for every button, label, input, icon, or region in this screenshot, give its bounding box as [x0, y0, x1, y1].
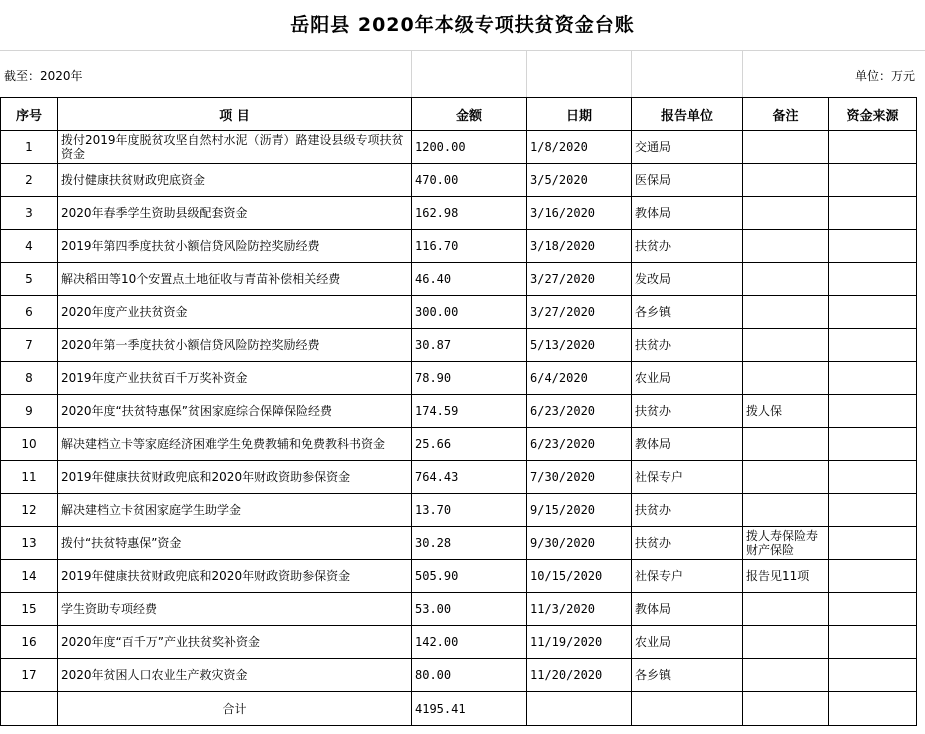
row-item: 2019年度产业扶贫百千万奖补资金: [58, 362, 412, 395]
row-unit: 扶贫办: [632, 395, 743, 428]
row-note: 报告见11项: [743, 560, 829, 593]
total-unit-cell: [632, 692, 743, 726]
row-item: 2020年度“扶贫特惠保”贫困家庭综合保障保险经费: [58, 395, 412, 428]
col-header-item: 项 目: [58, 98, 412, 131]
row-source: [829, 428, 917, 461]
row-no: 11: [1, 461, 58, 494]
row-item: 2019年健康扶贫财政兜底和2020年财政资助参保资金: [58, 461, 412, 494]
row-no: 8: [1, 362, 58, 395]
col-header-note: 备注: [743, 98, 829, 131]
table-row: [1, 362, 917, 395]
row-unit: 各乡镇: [632, 659, 743, 692]
row-no: 16: [1, 626, 58, 659]
row-date: 3/27/2020: [527, 263, 632, 296]
row-source: [829, 131, 917, 164]
table-row: [1, 626, 917, 659]
row-unit: 扶贫办: [632, 230, 743, 263]
as-of-label: 截至：2020年: [4, 69, 83, 83]
table-row: [1, 296, 917, 329]
row-source: [829, 230, 917, 263]
row-amount: 174.59: [412, 395, 527, 428]
table-row: [1, 230, 917, 263]
col-header-amount: 金额: [412, 98, 527, 131]
row-date: 5/13/2020: [527, 329, 632, 362]
row-date: 9/15/2020: [527, 494, 632, 527]
row-note: [743, 659, 829, 692]
row-unit: 发改局: [632, 263, 743, 296]
total-label: 合计: [58, 692, 412, 726]
grid-divider: [0, 50, 925, 51]
col-header-unit: 报告单位: [632, 98, 743, 131]
table-row: [1, 329, 917, 362]
row-unit: 农业局: [632, 362, 743, 395]
table-row: [1, 263, 917, 296]
row-no: 7: [1, 329, 58, 362]
row-unit: 教体局: [632, 197, 743, 230]
row-source: [829, 296, 917, 329]
row-note: [743, 263, 829, 296]
row-amount: 80.00: [412, 659, 527, 692]
col-header-no: 序号: [1, 98, 58, 131]
row-note: [743, 131, 829, 164]
row-no: 17: [1, 659, 58, 692]
row-item: 拨付健康扶贫财政兜底资金: [58, 164, 412, 197]
row-item: 拨付“扶贫特惠保”资金: [58, 527, 412, 560]
col-header-date: 日期: [527, 98, 632, 131]
total-date-cell: [527, 692, 632, 726]
row-source: [829, 527, 917, 560]
row-no: 6: [1, 296, 58, 329]
col-header-source: 资金来源: [829, 98, 917, 131]
row-source: [829, 593, 917, 626]
grid-divider: [411, 50, 412, 97]
row-note: [743, 230, 829, 263]
row-no: 2: [1, 164, 58, 197]
grid-divider: [742, 50, 743, 97]
row-date: 3/5/2020: [527, 164, 632, 197]
row-source: [829, 461, 917, 494]
row-amount: 470.00: [412, 164, 527, 197]
row-unit: 扶贫办: [632, 329, 743, 362]
row-amount: 30.28: [412, 527, 527, 560]
row-note: [743, 296, 829, 329]
row-amount: 116.70: [412, 230, 527, 263]
row-unit: 扶贫办: [632, 527, 743, 560]
row-date: 3/18/2020: [527, 230, 632, 263]
table-row: [1, 494, 917, 527]
row-date: 10/15/2020: [527, 560, 632, 593]
row-item: 2020年度“百千万”产业扶贫奖补资金: [58, 626, 412, 659]
row-item: 解决建档立卡等家庭经济困难学生免费教辅和免费教科书资金: [58, 428, 412, 461]
row-item: 2020年度产业扶贫资金: [58, 296, 412, 329]
table-row: [1, 164, 917, 197]
row-note: [743, 593, 829, 626]
row-note: [743, 197, 829, 230]
row-no: 10: [1, 428, 58, 461]
row-no: 13: [1, 527, 58, 560]
row-source: [829, 362, 917, 395]
row-item: 解决建档立卡贫困家庭学生助学金: [58, 494, 412, 527]
row-source: [829, 494, 917, 527]
grid-divider: [631, 50, 632, 97]
row-amount: 142.00: [412, 626, 527, 659]
row-date: 1/8/2020: [527, 131, 632, 164]
header-row: [1, 98, 917, 131]
row-date: 7/30/2020: [527, 461, 632, 494]
row-date: 11/3/2020: [527, 593, 632, 626]
row-no: 1: [1, 131, 58, 164]
row-no: 9: [1, 395, 58, 428]
row-no: 4: [1, 230, 58, 263]
row-amount: 13.70: [412, 494, 527, 527]
row-item: 2020年贫困人口农业生产救灾资金: [58, 659, 412, 692]
row-unit: 教体局: [632, 593, 743, 626]
row-date: 11/20/2020: [527, 659, 632, 692]
total-note-cell: [743, 692, 829, 726]
total-amount: 4195.41: [412, 692, 527, 726]
page-title: 岳阳县 2020年本级专项扶贫资金台账: [0, 0, 925, 51]
row-no: 12: [1, 494, 58, 527]
row-no: 14: [1, 560, 58, 593]
row-source: [829, 626, 917, 659]
row-amount: 300.00: [412, 296, 527, 329]
row-note: [743, 626, 829, 659]
row-date: 3/27/2020: [527, 296, 632, 329]
row-item: 拨付2019年度脱贫攻坚自然村水泥（沥青）路建设县级专项扶贫资金: [58, 131, 412, 164]
row-amount: 30.87: [412, 329, 527, 362]
row-unit: 农业局: [632, 626, 743, 659]
row-date: 11/19/2020: [527, 626, 632, 659]
row-date: 9/30/2020: [527, 527, 632, 560]
row-no: 15: [1, 593, 58, 626]
row-date: 6/23/2020: [527, 428, 632, 461]
row-item: 学生资助专项经费: [58, 593, 412, 626]
row-no: 5: [1, 263, 58, 296]
total-row: [1, 692, 917, 726]
row-note: [743, 164, 829, 197]
row-amount: 78.90: [412, 362, 527, 395]
row-amount: 1200.00: [412, 131, 527, 164]
row-note: [743, 329, 829, 362]
row-unit: 扶贫办: [632, 494, 743, 527]
grid-divider: [526, 50, 527, 97]
ledger-table: [0, 97, 917, 726]
row-source: [829, 329, 917, 362]
row-item: 2019年健康扶贫财政兜底和2020年财政资助参保资金: [58, 560, 412, 593]
row-unit: 社保专户: [632, 461, 743, 494]
row-source: [829, 659, 917, 692]
row-note: [743, 428, 829, 461]
row-unit: 医保局: [632, 164, 743, 197]
row-item: 2020年第一季度扶贫小额信贷风险防控奖励经费: [58, 329, 412, 362]
table-row: [1, 197, 917, 230]
row-source: [829, 164, 917, 197]
table-row: [1, 527, 917, 560]
row-note: [743, 362, 829, 395]
unit-label: 单位：万元: [854, 69, 915, 83]
row-note: [743, 461, 829, 494]
row-unit: 各乡镇: [632, 296, 743, 329]
table-row: [1, 593, 917, 626]
row-item: 2019年第四季度扶贫小额信贷风险防控奖励经费: [58, 230, 412, 263]
table-row: [1, 659, 917, 692]
row-date: 3/16/2020: [527, 197, 632, 230]
row-date: 6/23/2020: [527, 395, 632, 428]
total-source-cell: [829, 692, 917, 726]
table-row: [1, 131, 917, 164]
table-row: [1, 461, 917, 494]
row-unit: 教体局: [632, 428, 743, 461]
row-amount: 53.00: [412, 593, 527, 626]
row-note: [743, 494, 829, 527]
row-amount: 46.40: [412, 263, 527, 296]
row-source: [829, 395, 917, 428]
table-row: [1, 560, 917, 593]
row-source: [829, 197, 917, 230]
row-date: 6/4/2020: [527, 362, 632, 395]
row-unit: 交通局: [632, 131, 743, 164]
total-no-cell: [1, 692, 58, 726]
row-source: [829, 560, 917, 593]
row-unit: 社保专户: [632, 560, 743, 593]
row-amount: 162.98: [412, 197, 527, 230]
row-item: 2020年春季学生资助县级配套资金: [58, 197, 412, 230]
row-item: 解决稻田等10个安置点土地征收与青苗补偿相关经费: [58, 263, 412, 296]
row-amount: 25.66: [412, 428, 527, 461]
table-row: [1, 395, 917, 428]
row-note: 拨人保: [743, 395, 829, 428]
table-row: [1, 428, 917, 461]
row-no: 3: [1, 197, 58, 230]
row-amount: 764.43: [412, 461, 527, 494]
row-source: [829, 263, 917, 296]
row-amount: 505.90: [412, 560, 527, 593]
row-note: 拨人寿保险寿财产保险: [743, 527, 829, 560]
